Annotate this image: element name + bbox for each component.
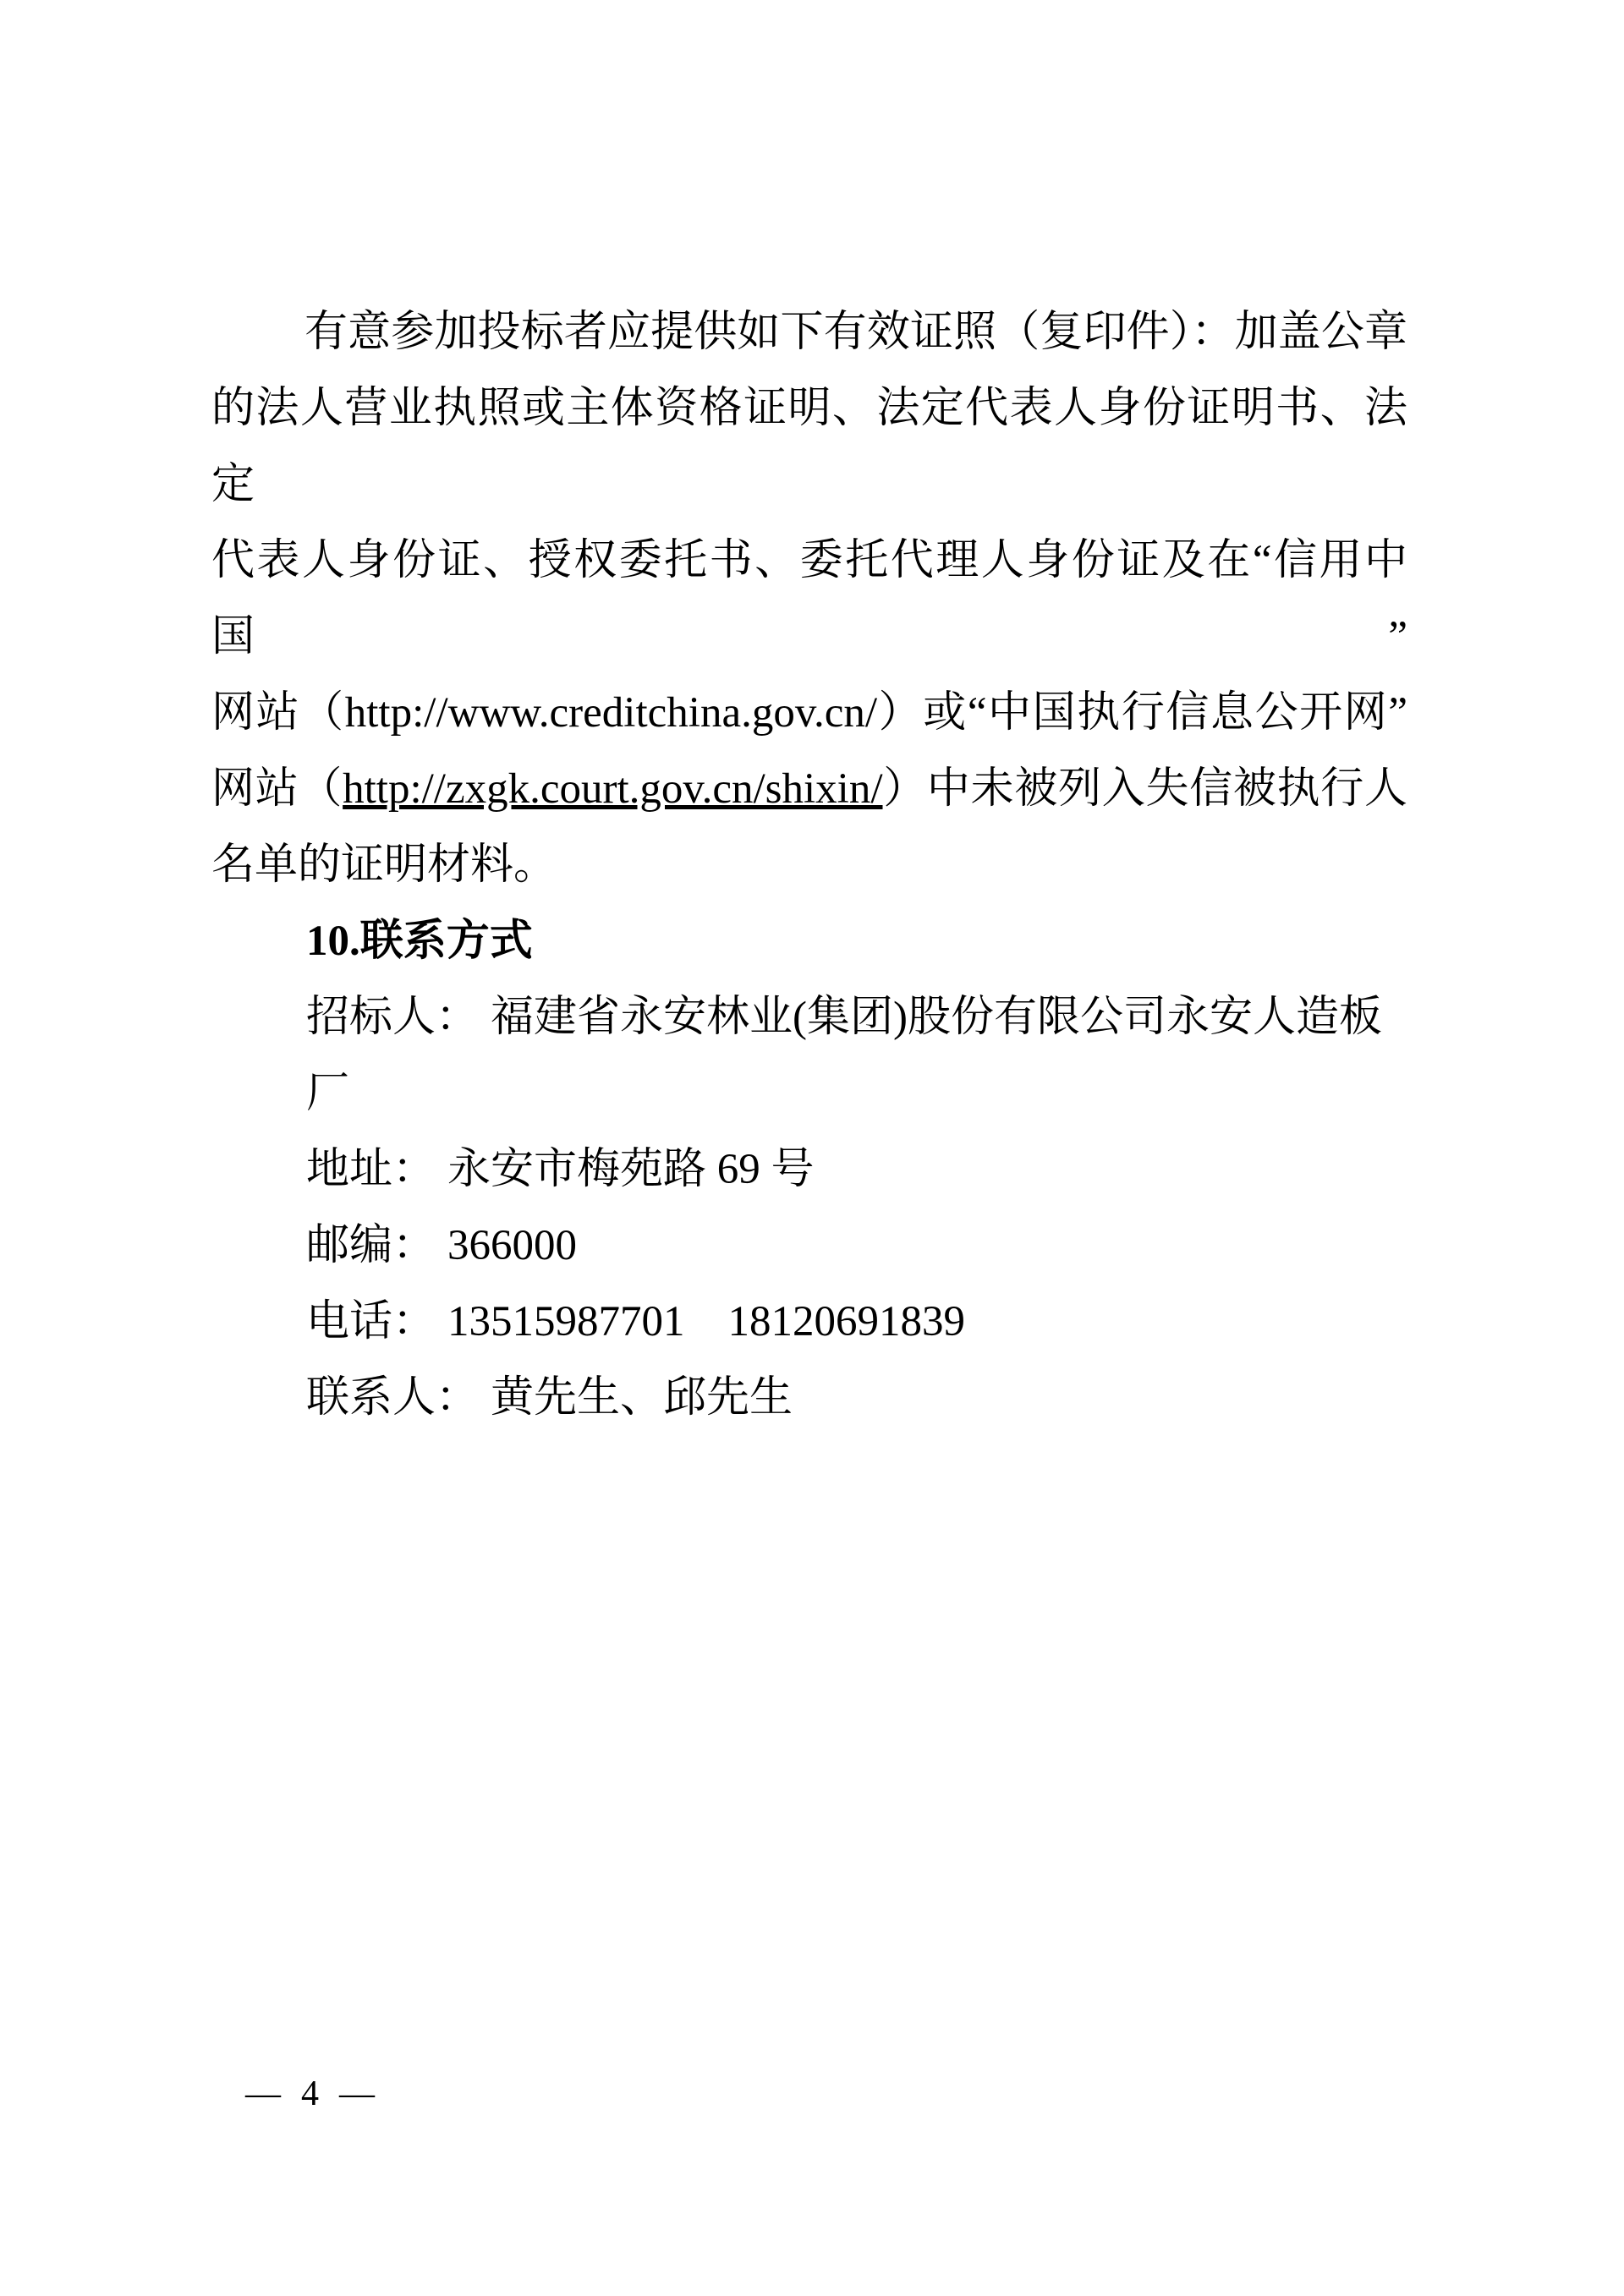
contact-value: 福建省永安林业(集团)股份有限公司永安人造板厂 (306, 994, 1382, 1117)
footer-dash-left: — (245, 2074, 281, 2113)
contact-value: 黄先生、邱先生 (491, 1374, 793, 1422)
paragraph-text: 的法人营业执照或主体资格证明、法定代表人身份证明书、法定 (211, 385, 1407, 508)
page-number: 4 (301, 2074, 319, 2113)
zxgk-court-url-link[interactable]: http://zxgk.court.gov.cn/shixin/ (343, 765, 883, 813)
paragraph-text: ）中未被列入失信被执行人 (882, 765, 1407, 813)
contact-value: 13515987701 18120691839 (447, 1298, 966, 1345)
creditchina-url: http://www.creditchina.gov.cn/ (344, 689, 878, 737)
paragraph-line-1 (211, 294, 1407, 370)
paragraph-text: 代表人身份证、授权委托书、委托代理人身份证及在“信用中国” (211, 537, 1407, 660)
contact-row-contact-person (211, 1360, 1407, 1436)
paragraph-line-4 (211, 675, 1407, 751)
contact-value: 永安市梅苑路 69 号 (447, 1146, 815, 1193)
document-body (211, 294, 1407, 1436)
paragraph-text: ）或“中国执行信息公开网” (877, 689, 1407, 737)
footer-dash-right: — (339, 2074, 375, 2113)
contact-label: 招标人： (306, 994, 480, 1041)
contact-value: 366000 (447, 1222, 578, 1269)
contact-row-postcode (211, 1208, 1407, 1284)
paragraph-line-2 (211, 370, 1407, 523)
contact-row-phone (211, 1284, 1407, 1360)
contact-label: 电话： (306, 1298, 436, 1345)
paragraph-text: 网站（ (211, 689, 345, 737)
page-footer (245, 2074, 375, 2114)
heading-text: 10.联系方式 (306, 918, 533, 965)
contact-label: 邮编： (306, 1222, 436, 1269)
paragraph-text: 名单的证明材料。 (211, 841, 557, 889)
contact-label: 联系人： (306, 1374, 480, 1422)
contact-label: 地址： (306, 1146, 436, 1193)
contact-row-tenderer (211, 979, 1407, 1132)
paragraph-line-3 (211, 523, 1407, 675)
contact-row-address (211, 1132, 1407, 1208)
paragraph-line-6 (211, 827, 1407, 903)
paragraph-text: 有意参加投标者应提供如下有效证照（复印件）：加盖公章 (304, 309, 1407, 356)
contact-section-heading (211, 903, 1407, 979)
paragraph-text: 网站（ (211, 765, 343, 813)
paragraph-line-5 (211, 751, 1407, 827)
